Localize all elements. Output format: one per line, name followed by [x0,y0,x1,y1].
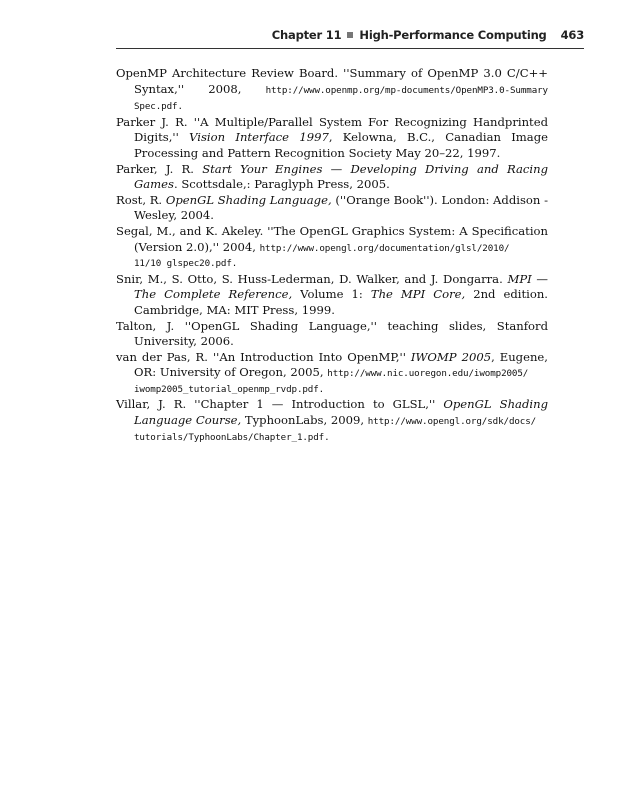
reference-text: Talton, J. ''OpenGL Shading Language,'' teaching slides, Stanford University, 2006. [116,318,548,349]
reference-book-title: Start Your Engines — Developing Driving and Racing Games [134,161,549,192]
reference-url[interactable]: http://www.nic.uoregon.edu/iwomp2005/ [327,368,529,380]
reference-text: 2nd edition. Cambridge, MA: MIT Press, 1999. [134,287,548,317]
reference-text: , Kelowna, B.C., Canadian Image Processing and Pattern Recognition Society May 20–22, 1997. [134,130,548,160]
reference-text: , Eugene, OR: University of Oregon, 2005, [134,349,548,380]
chapter-label: Chapter 11 [271,28,342,42]
running-header [116,28,584,49]
reference-book-title: OpenGL Shading Language, [165,192,332,207]
reference-url[interactable]: http://www.openmp.org/mp-documents/OpenMP3.0-Summary Spec.pdf. [134,84,548,113]
reference-text: (''Orange Book''). London: Addison -Wesley, 2004. [134,192,548,223]
page-number: 463 [560,28,584,42]
separator-square-icon [347,32,353,38]
reference-text: OpenMP Architecture Review Board. ''Summary of OpenMP 3.0 C/C++ Syntax,'' 2008, [116,66,548,96]
chapter-title: High-Performance Computing [359,28,547,42]
reference-venue: Vision Interface 1997 [189,130,329,145]
reference-list [116,66,548,445]
reference-text: Snir, M., S. Otto, S. Huss-Lederman, D. Walker, and J. Dongarra. [116,271,503,286]
reference-course-title: OpenGL Shading Language Course, [134,397,548,428]
reference-text: van der Pas, R. ''An Introduction Into OpenMP,'' [116,349,406,364]
reference-url-continued[interactable]: iwomp2005_tutorial_openmp_rvdp.pdf. [134,383,325,395]
reference-text: Villar, J. R. ''Chapter 1 — Introduction to GLSL,'' [116,397,436,412]
reference-venue: IWOMP 2005 [410,349,492,364]
reference-text: Parker J. R. ''A Multiple/Parallel System For Recognizing Handprinted Digits,'' [116,114,548,145]
reference-van-der-pas [116,350,548,398]
reference-snir [116,272,548,319]
reference-text: Rost, R. [116,192,163,207]
reference-url[interactable]: http://www.opengl.org/documentation/glsl/2010/ [259,242,510,254]
reference-text: Parker, J. R. [116,161,194,176]
reference-url-continued[interactable]: 11/10 glspec20.pdf. [134,258,238,270]
reference-parker-2005 [116,162,548,193]
reference-villar [116,397,548,445]
reference-rost [116,193,548,224]
reference-url-continued[interactable]: tutorials/TyphoonLabs/Chapter_1.pdf. [134,431,330,443]
reference-volume-title: The MPI Core, [370,287,466,302]
reference-book-title: MPI — The Complete Reference, [134,271,548,302]
reference-url[interactable]: http://www.opengl.org/sdk/docs/ [367,416,537,428]
reference-text: . Scottsdale,: Paraglyph Press, 2005. [173,177,390,192]
reference-talton [116,319,548,350]
reference-text: TyphoonLabs, 2009, [244,413,365,428]
reference-text: Segal, M., and K. Akeley. ''The OpenGL Graphics System: A Specification (Version 2.0),'' 2004, [116,223,548,254]
reference-segal [116,224,548,272]
reference-text: Volume 1: [300,287,363,302]
reference-parker-1997 [116,115,548,162]
reference-openmp [116,66,548,115]
